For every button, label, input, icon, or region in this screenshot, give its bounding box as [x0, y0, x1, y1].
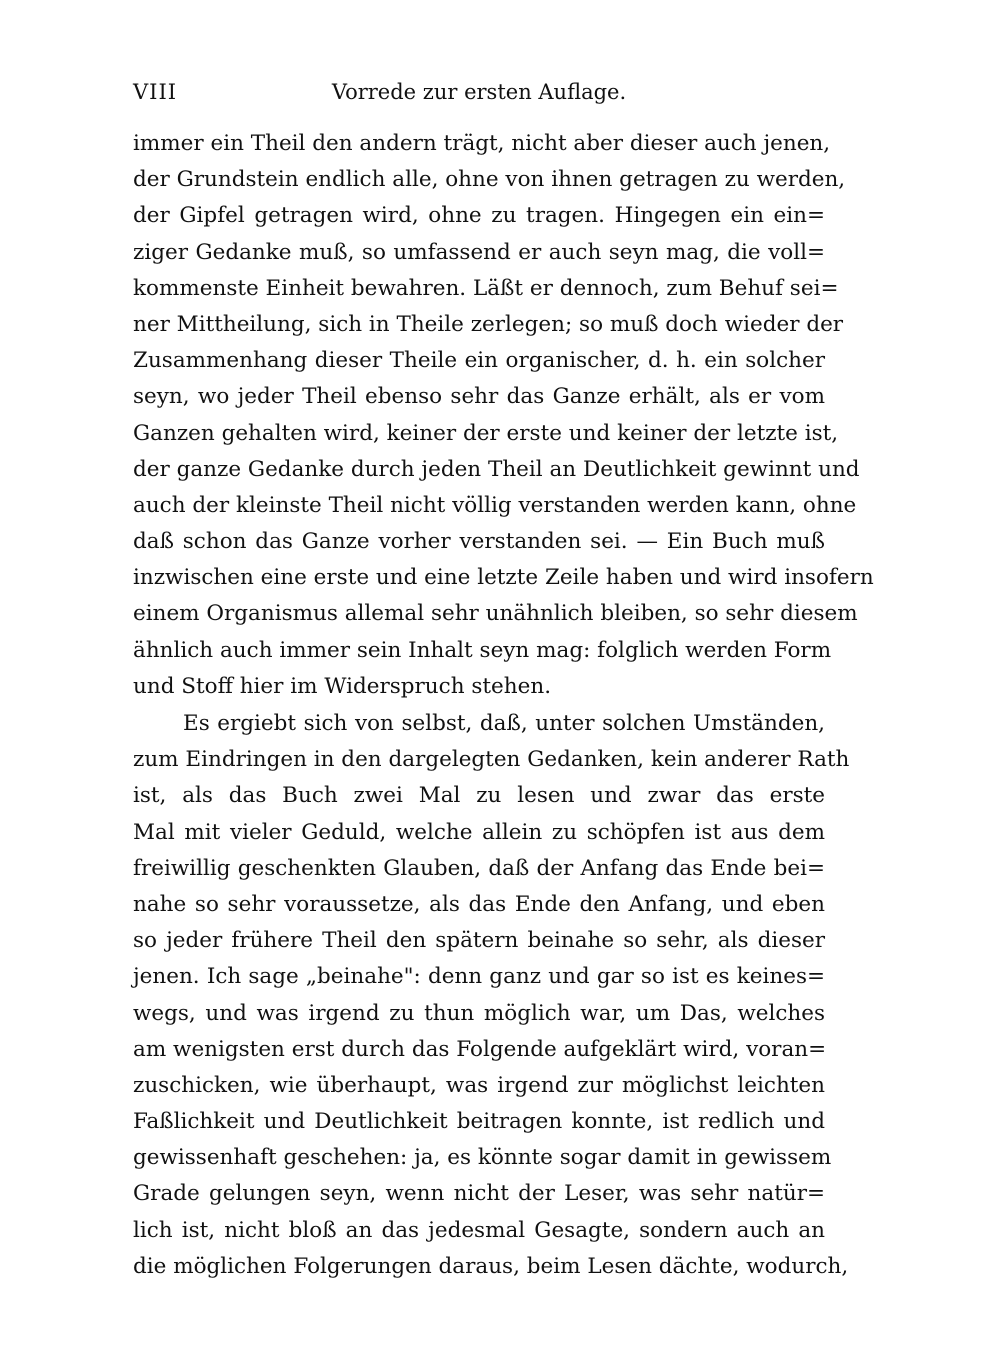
running-title: Vorrede zur ersten Auflage. [331, 80, 627, 104]
text-line: lich ist, nicht bloß an das jedesmal Gesagte, sondern auch an [133, 1217, 825, 1243]
text-line: und Stoff hier im Widerspruch stehen. [133, 673, 552, 699]
text-line: der Gipfel getragen wird, ohne zu tragen. Hingegen ein ein= [133, 203, 825, 229]
text-line: Mal mit vieler Geduld, welche allein zu schöpfen ist aus dem [133, 819, 825, 845]
text-line: auch der kleinste Theil nicht völlig verstanden werden kann, ohne [133, 492, 857, 518]
text-line: Zusammenhang dieser Theile ein organischer, d. h. ein solcher [133, 348, 825, 374]
text-line: seyn, wo jeder Theil ebenso sehr das Ganze erhält, als er vom [133, 384, 825, 410]
text-line: einem Organismus allemal sehr unähnlich bleiben, so sehr diesem [133, 601, 858, 627]
page-header [133, 76, 825, 112]
text-line: die möglichen Folgerungen daraus, beim Lesen dächte, wodurch, [133, 1253, 849, 1279]
text-line: immer ein Theil den andern trägt, nicht aber dieser auch jenen, [133, 131, 831, 156]
text-line: freiwillig geschenkten Glauben, daß der Anfang das Ende bei= [133, 855, 825, 881]
text-line: der Grundstein endlich alle, ohne von ihnen getragen zu werden, [133, 167, 846, 193]
text-line: ziger Gedanke muß, so umfassend er auch seyn mag, die voll= [133, 239, 825, 265]
text-line: ähnlich auch immer sein Inhalt seyn mag: folglich werden Form [133, 637, 832, 663]
text-line: zuschicken, wie überhaupt, was irgend zur möglichst leichten [133, 1072, 825, 1098]
text-line: Ganzen gehalten wird, keiner der erste und keiner der letzte ist, [133, 420, 839, 446]
text-line: nahe so sehr voraussetze, als das Ende den Anfang, und eben [133, 891, 825, 917]
text-line: Grade gelungen seyn, wenn nicht der Leser, was sehr natür= [133, 1181, 825, 1207]
paragraph [133, 126, 874, 705]
text-line: jenen. Ich sage „beinahe": denn ganz und gar so ist es keines= [133, 964, 825, 990]
text-line: zum Eindringen in den dargelegten Gedanken, kein anderer Rath [133, 747, 850, 773]
page-number: VIII [133, 80, 178, 104]
text-line: gewissenhaft geschehen: ja, es könnte sogar damit in gewissem [133, 1145, 832, 1171]
text-line: so jeder frühere Theil den spätern beinahe so sehr, als dieser [133, 928, 825, 954]
text-line: am wenigsten erst durch das Folgende aufgeklärt wird, voran= [133, 1036, 827, 1062]
text-line: der ganze Gedanke durch jeden Theil an Deutlichkeit gewinnt und [133, 456, 860, 482]
text-line: ist, als das Buch zwei Mal zu lesen und zwar das erste [133, 783, 825, 809]
text-line: wegs, und was irgend zu thun möglich war, um Das, welches [133, 1000, 825, 1026]
text-line: Faßlichkeit und Deutlichkeit beitragen konnte, ist redlich und [133, 1109, 825, 1135]
text-line: ner Mittheilung, sich in Theile zerlegen; so muß doch wieder der [133, 311, 844, 337]
text-line: kommenste Einheit bewahren. Läßt er dennoch, zum Behuf sei= [133, 275, 839, 301]
text-line: daß schon das Ganze vorher verstanden sei. — Ein Buch muß [133, 529, 825, 555]
text-line: Es ergiebt sich von selbst, daß, unter solchen Umständen, [183, 711, 825, 736]
text-line: inzwischen eine erste und eine letzte Zeile haben und wird insofern [133, 565, 874, 591]
paragraph [133, 706, 850, 1285]
